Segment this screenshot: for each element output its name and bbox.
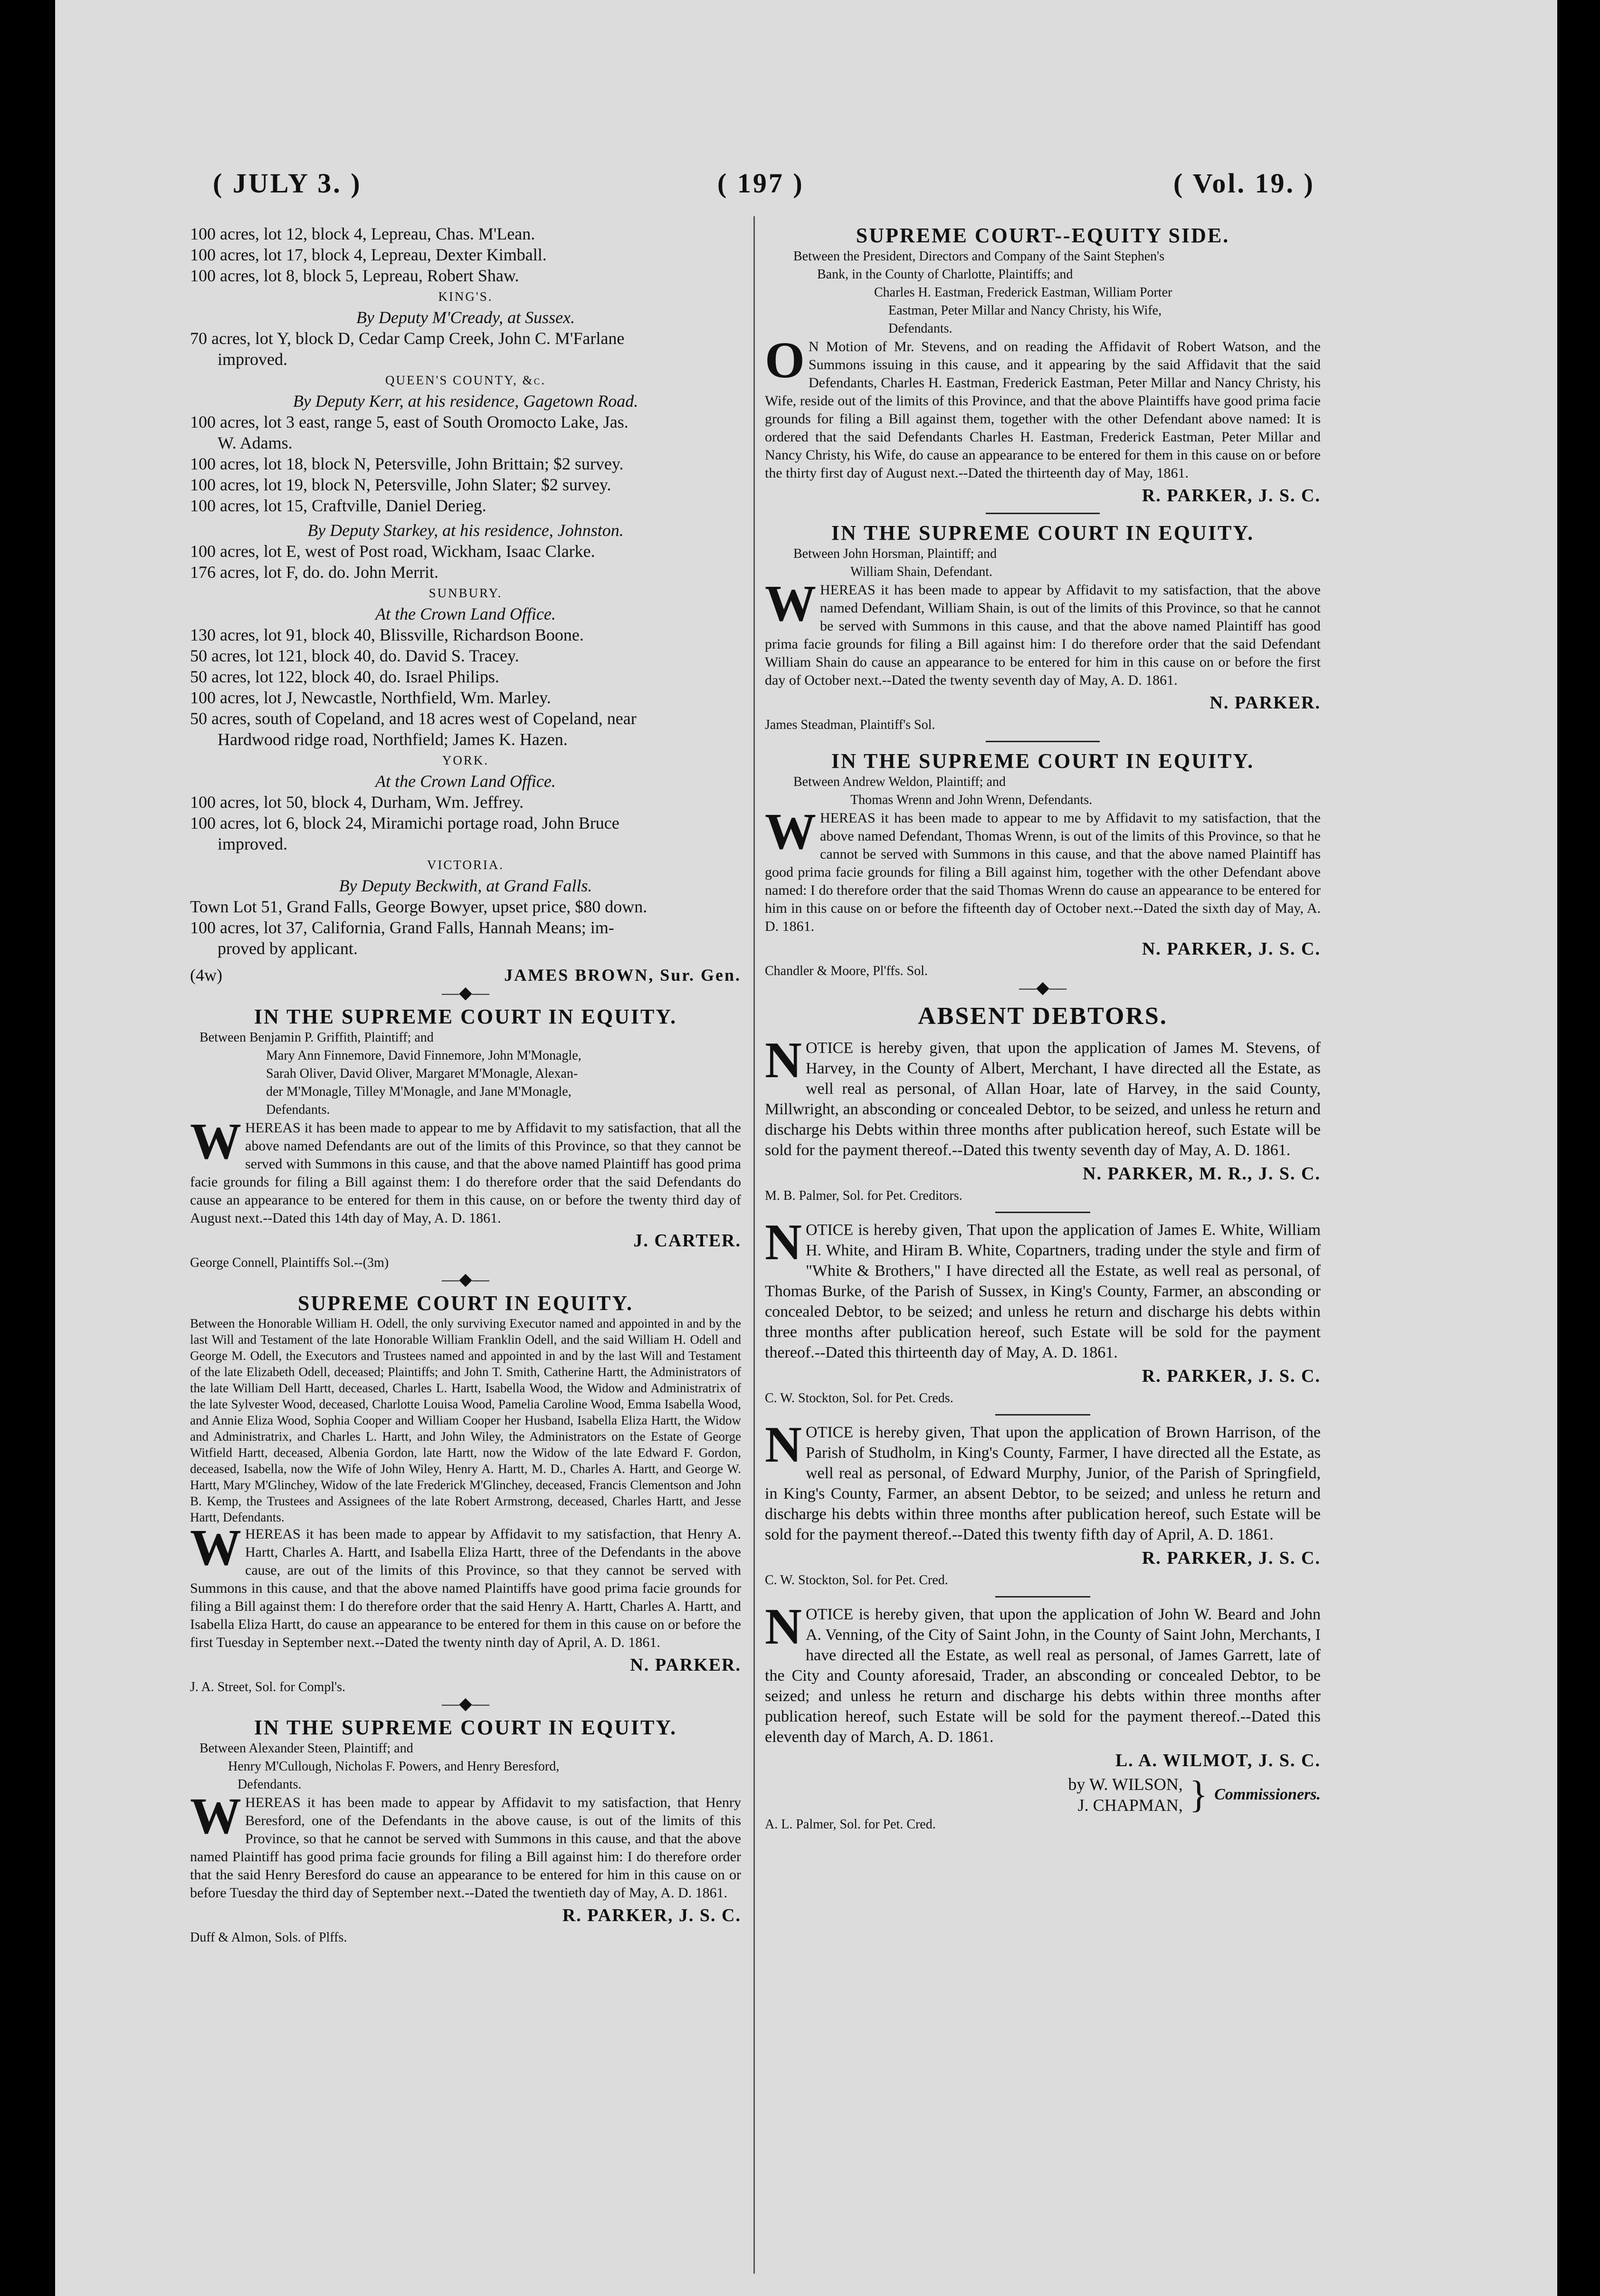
notice-signature: N. PARKER.	[1210, 693, 1321, 713]
county-heading: KING'S.	[438, 289, 493, 304]
notice-signature: N. PARKER.	[630, 1655, 741, 1675]
drop-cap: N	[765, 1214, 802, 1271]
land-entry: 100 acres, lot 3 east, range 5, east of South Oromocto Lake, Jas.	[190, 412, 629, 431]
divider-ornament: —◆—	[1019, 978, 1067, 997]
party-line: Henry M'Cullough, Nicholas F. Powers, and Henry Beresford,	[228, 1759, 560, 1774]
notice-text: HEREAS it has been made to appear to me by Affidavit to my satisfaction, that all the above named Defendants are out of the limits of this Province, so that they cannot be served with Summons in this cause, and that the above named Plaintiff has good prima facie grounds for filing a Bill against them: I do therefore order that the said Defendants do cause an appearance to be entered for them in this cause, on or before the twenty third day of August next.--Dated this 14th day of May, A. D. 1861.	[190, 1120, 741, 1226]
drop-cap: N	[765, 1416, 802, 1473]
notice-signature: R. PARKER, J. S. C.	[1142, 1366, 1321, 1386]
party-line: Eastman, Peter Millar and Nancy Christy, his Wife,	[888, 303, 1162, 318]
notice-weldon	[765, 749, 1321, 980]
notice-body	[765, 1032, 1321, 1160]
solicitor-line: Chandler & Moore, Pl'ffs. Sol.	[765, 964, 928, 978]
party-line: Between Andrew Weldon, Plaintiff; and	[793, 775, 1006, 789]
notice-parties	[765, 545, 1321, 581]
notice-signature: N. PARKER, J. S. C.	[1142, 939, 1321, 959]
notice-steen	[190, 1715, 741, 1947]
commissioners-label: Commissioners.	[1214, 1786, 1321, 1803]
land-entry: 100 acres, lot 8, block 5, Lepreau, Robert Shaw.	[190, 266, 519, 285]
solicitor-line: C. W. Stockton, Sol. for Pet. Creds.	[765, 1391, 953, 1406]
column-divider	[753, 216, 755, 2274]
divider-rule	[995, 1596, 1090, 1598]
land-entry: 50 acres, south of Copeland, and 18 acres west of Copeland, near	[190, 709, 637, 728]
party-line: Between John Horsman, Plaintiff; and	[793, 546, 997, 561]
land-entry: 70 acres, lot Y, block D, Cedar Camp Creek, John C. M'Farlane	[190, 329, 625, 348]
land-entry: 100 acres, lot 6, block 24, Miramichi portage road, John Bruce	[190, 813, 619, 832]
notice-signature: R. PARKER, J. S. C.	[562, 1905, 741, 1925]
land-entry: 100 acres, lot 15, Craftville, Daniel Derieg.	[190, 496, 486, 515]
solicitor-line: Duff & Almon, Sols. of Plffs.	[190, 1930, 347, 1945]
drop-cap: W	[190, 1113, 241, 1170]
solicitor-line: A. L. Palmer, Sol. for Pet. Cred.	[765, 1817, 936, 1832]
notice-body	[190, 1788, 741, 1902]
drop-cap: W	[190, 1520, 241, 1576]
notice-text: OTICE is hereby given, That upon the application of Brown Harrison, of the Parish of Studholm, in King's County, Farmer, I have directed all the Estate, as well real as personal, of Edward Murphy, Junior, of the Parish of Springfield, in King's County, Farmer, an absent Debtor, to be seized; and unless he return and discharge his debts within three months after publication hereof, such Estate will be sold for the payment thereof.--Dated this twenty fifth day of April, A. D. 1861.	[765, 1424, 1321, 1543]
solicitor-line: J. A. Street, Sol. for Compl's.	[190, 1680, 346, 1694]
notice-body	[765, 1214, 1321, 1363]
land-entry: 50 acres, lot 121, block 40, do. David S. Tracey.	[190, 646, 519, 665]
party-line: Between the President, Directors and Company of the Saint Stephen's	[793, 249, 1165, 264]
commissioners-block	[765, 1774, 1321, 1816]
land-entry: W. Adams.	[218, 433, 293, 452]
notice-text: OTICE is hereby given, that upon the application of James M. Stevens, of Harvey, in the County of Albert, Merchant, I have directed all the Estate, as well real as personal, of Allan Hoar, late of Harvey, in the said County, Millwright, an absconding or concealed Debtor, to be seized, and unless he return and discharge his Debts within three months after publication hereof, such Estate will be sold for the payment thereof.--Dated this twenty seventh day of May, A. D. 1861.	[765, 1039, 1321, 1159]
notice-body	[765, 804, 1321, 936]
notice-title: SUPREME COURT--EQUITY SIDE.	[856, 224, 1230, 247]
divider-ornament: —◆—	[442, 983, 489, 1002]
solicitor-line: M. B. Palmer, Sol. for Pet. Creditors.	[765, 1188, 962, 1203]
party-line: Sarah Oliver, David Oliver, Margaret M'Monagle, Alexan-	[266, 1066, 578, 1081]
drop-cap: W	[765, 575, 816, 632]
land-entry: improved.	[218, 834, 287, 853]
drop-cap: W	[765, 804, 816, 860]
divider-rule	[986, 513, 1100, 514]
commissioner-line: by W. WILSON,	[1068, 1775, 1183, 1794]
lands-signature-row	[190, 965, 741, 985]
county-heading: VICTORIA.	[427, 858, 505, 872]
office-line: At the Crown Land Office.	[375, 604, 556, 623]
notice-text: HEREAS it has been made to appear by Affidavit to my satisfaction, that Henry Beresford, one of the Defendants in the above cause, is out of the limits of this Province, so that he cannot be served with Summons in this cause, and that the above named Plaintiff has good prima facie grounds for filing a Bill against him: I do therefore order that the said Henry Beresford do cause an appearance to be entered for him in this cause on or before Tuesday the third day of September next.--Dated the twentieth day of May, A. D. 1861.	[190, 1795, 741, 1901]
notice-parties	[190, 1740, 741, 1794]
notice-title: IN THE SUPREME COURT IN EQUITY.	[831, 521, 1255, 545]
notice-griffith	[190, 1004, 741, 1272]
land-entry: improved.	[218, 350, 287, 369]
divider-rule	[995, 1414, 1090, 1416]
notice-body	[765, 575, 1321, 689]
commissioner-line: J. CHAPMAN,	[1077, 1796, 1183, 1815]
notice-signature: R. PARKER, J. S. C.	[1142, 486, 1321, 506]
right-column	[765, 223, 1321, 1834]
divider-ornament: —◆—	[442, 1270, 489, 1289]
notice-title: SUPREME COURT IN EQUITY.	[297, 1292, 634, 1315]
party-line: Defendants.	[238, 1777, 302, 1792]
land-entry: proved by applicant.	[218, 939, 358, 958]
drop-cap: N	[765, 1032, 802, 1089]
drop-cap: N	[765, 1598, 802, 1655]
notice-title: IN THE SUPREME COURT IN EQUITY.	[254, 1005, 677, 1028]
party-line: Defendants.	[888, 321, 952, 336]
notice-signature: L. A. WILMOT, J. S. C.	[1115, 1751, 1321, 1770]
notice-absent-debtor	[765, 1214, 1321, 1407]
land-entry: 100 acres, lot J, Newcastle, Northfield, Wm. Marley.	[190, 688, 551, 707]
land-entry: 100 acres, lot 12, block 4, Lepreau, Chas. M'Lean.	[190, 224, 535, 243]
land-entry: 100 acres, lot 17, block 4, Lepreau, Dexter Kimball.	[190, 245, 547, 264]
party-line: Between Alexander Steen, Plaintiff; and	[200, 1741, 413, 1756]
party-line: Between Benjamin P. Griffith, Plaintiff; and	[200, 1030, 434, 1045]
notice-body	[765, 1416, 1321, 1545]
notice-horsman	[765, 521, 1321, 734]
land-entry: 100 acres, lot 37, California, Grand Falls, Hannah Means; im-	[190, 918, 614, 937]
lands-signature: JAMES BROWN, Sur. Gen.	[504, 966, 741, 985]
lands-list	[190, 223, 741, 985]
insertion-tag: (4w)	[190, 966, 222, 985]
section-title: ABSENT DEBTORS.	[918, 1003, 1168, 1030]
party-line: Mary Ann Finnemore, David Finnemore, John M'Monagle,	[266, 1048, 581, 1063]
party-line: Bank, in the County of Charlotte, Plaintiffs; and	[817, 267, 1073, 282]
notice-text: N Motion of Mr. Stevens, and on reading the Affidavit of Robert Watson, and the Summons issuing in this cause, and it appearing by the said Affidavit that the said Defendants, Charles H. Eastman, Frederick Eastman, Peter Millar and Nancy Christy, his Wife, reside out of the limits of this Province, and that the above Plaintiffs have good prima facie grounds for filing a Bill against them, together with the other Defendant above named: It is ordered that the said Defendants Charles H. Eastman, Frederick Eastman, Peter Millar and Nancy Christy, his Wife, do cause an appearance to be entered for them in this cause on or before the thirty first day of August next.--Dated the thirteenth day of May, 1861.	[765, 339, 1321, 481]
notice-body	[765, 332, 1321, 482]
party-line: Defendants.	[266, 1102, 330, 1117]
party-line: der M'Monagle, Tilley M'Monagle, and Jane M'Monagle,	[266, 1084, 571, 1099]
land-entry: 176 acres, lot F, do. do. John Merrit.	[190, 563, 439, 582]
party-line: Thomas Wrenn and John Wrenn, Defendants.	[850, 793, 1093, 807]
county-heading: YORK.	[442, 753, 489, 767]
land-entry: Town Lot 51, Grand Falls, George Bowyer, upset price, $80 down.	[190, 897, 648, 916]
solicitor-line: George Connell, Plaintiffs Sol.--(3m)	[190, 1255, 389, 1270]
notice-parties	[765, 773, 1321, 809]
deputy-line: By Deputy Kerr, at his residence, Gagetown Road.	[293, 392, 638, 411]
county-heading: SUNBURY.	[429, 586, 503, 600]
land-entry: 100 acres, lot 50, block 4, Durham, Wm. Jeffrey.	[190, 793, 524, 812]
notice-text: HEREAS it has been made to appear by Affidavit to my satisfaction, that the above named Defendant, William Shain, is out of the limits of this Province, so that he cannot be served with Summons in this cause, and that the above named Plaintiff has good prima facie grounds for filing a Bill against him: I do therefore order that the said Defendant William Shain do cause an appearance to be entered for him in this cause on or before the first day of October next.--Dated the twenty seventh day of May, A. D. 1861.	[765, 582, 1321, 688]
solicitor-line: C. W. Stockton, Sol. for Pet. Cred.	[765, 1573, 948, 1588]
deputy-line: By Deputy M'Cready, at Sussex.	[356, 308, 575, 327]
notice-text: HEREAS it has been made to appear to me by Affidavit to my satisfaction, that the above named Defendant, Thomas Wrenn, is out of the limits of this Province, so that he cannot be served with Summons in this cause, and that the above named Plaintiff has good prima facie grounds for filing a Bill against him, together with the other Defendant above named: I do therefore order that the said Thomas Wrenn do cause an appearance to be entered for him in this cause on or before the fifteenth day of October next.--Dated the sixth day of May, A. D. 1861.	[765, 810, 1321, 934]
notice-parties	[190, 1029, 741, 1119]
office-line: At the Crown Land Office.	[375, 772, 556, 791]
solicitor-line: James Steadman, Plaintiff's Sol.	[765, 718, 935, 732]
land-entry: 100 acres, lot E, west of Post road, Wickham, Isaac Clarke.	[190, 542, 595, 561]
notice-parties: Between the Honorable William H. Odell, the only surviving Executor named and appointed in and by the last Will and Testament of the late Honorable William Franklin Odell, and the said William H. Odell and George M. Odell, the Executors and Trustees named and appointed in and by the last Will and Testament of the late Elizabeth Odell, deceased; Plaintiffs; and John T. Smith, Catherine Hartt, the Administrators of the late William Dell Hartt, deceased, Charles L. Hartt, Isabella Wood, the Widow and Administratrix of the late Sylvester Wood, deceased, Charlotte Louisa Wood, Pamelia Caroline Wood, Emma Isabella Wood, and Annie Eliza Wood, Sophia Cooper and William Cooper her Husband, Isabella Eliza Hartt, the Widow and Administratrix, and Charles L. Hartt, and John Wiley, the Administrators on the Estate of George Witfield Hartt, deceased, Albenia Gordon, late Hartt, now the Widow of the late Edward F. Gordon, deceased, Isabella, now the Wife of John Wiley, Henry A. Hartt, M. D., Charles A. Hartt, and George W. Hartt, Mary M'Glinchey, Widow of the late Frederick M'Glinchey, deceased, Francis Clementson and John B. Kemp, the Trustees and Assignees of the late Robert Armstrong, deceased, Charles Hartt, and Jesse Hartt, Defendants.	[190, 1316, 741, 1524]
notice-text: OTICE is hereby given, That upon the application of James E. White, William H. White, and Hiram B. White, Copartners, trading under the style and firm of "White & Brothers," I have directed all the Estate, as well real as personal, of Thomas Burke, of the Parish of Sussex, in King's County, Farmer, an absconding or concealed Debtor, to be seized; and unless he return and discharge his debts within three months after publication hereof, such Estate will be sold for the payment thereof.--Dated this thirteenth day of May, A. D. 1861.	[765, 1221, 1321, 1361]
notice-body	[190, 1520, 741, 1652]
land-entry: 100 acres, lot 18, block N, Petersville, John Brittain; $2 survey.	[190, 454, 624, 473]
land-entry: 100 acres, lot 19, block N, Petersville, John Slater; $2 survey.	[190, 475, 611, 494]
commissioner-names	[1068, 1774, 1182, 1816]
notice-title: IN THE SUPREME COURT IN EQUITY.	[831, 749, 1255, 773]
notice-body	[190, 1113, 741, 1227]
left-column	[190, 223, 741, 1947]
notice-parties	[765, 248, 1321, 338]
party-line: William Shain, Defendant.	[850, 564, 993, 579]
notice-absent-debtor	[765, 1416, 1321, 1589]
land-entry: 50 acres, lot 122, block 40, do. Israel Philips.	[190, 667, 499, 686]
land-entry: 130 acres, lot 91, block 40, Blissville, Richardson Boone.	[190, 625, 584, 644]
notice-odell	[190, 1291, 741, 1696]
divider-rule	[995, 1212, 1090, 1213]
notice-text: OTICE is hereby given, that upon the application of John W. Beard and John A. Venning, of the City of Saint John, in the County of Saint John, Merchants, I have directed all the Estate, as well real as personal, of James Garrett, late of the City and County aforesaid, Trader, an absconding or concealed Debtor, to be seized; and unless he return and discharge his debts within three months after publication hereof, such Estate will be sold for the payment thereof.--Dated this eleventh day of March, A. D. 1861.	[765, 1606, 1321, 1746]
county-heading: QUEEN'S COUNTY, &c.	[385, 373, 546, 387]
header-volume: ( Vol. 19. )	[1173, 168, 1315, 199]
header-page-number: ( 197 )	[717, 168, 804, 199]
notice-signature: N. PARKER, M. R., J. S. C.	[1083, 1164, 1321, 1184]
land-entry: Hardwood ridge road, Northfield; James K. Hazen.	[218, 730, 568, 749]
party-line: Charles H. Eastman, Frederick Eastman, William Porter	[874, 285, 1172, 300]
drop-cap: O	[765, 332, 805, 389]
divider-ornament: —◆—	[442, 1694, 489, 1713]
brace-glyph: }	[1189, 1774, 1208, 1816]
deputy-line: By Deputy Beckwith, at Grand Falls.	[339, 876, 592, 895]
notice-signature: R. PARKER, J. S. C.	[1142, 1548, 1321, 1568]
divider-rule	[986, 741, 1100, 742]
deputy-line: By Deputy Starkey, at his residence, Johnston.	[307, 521, 624, 540]
notice-text: HEREAS it has been made to appear by Affidavit to my satisfaction, that Henry A. Hartt, Charles A. Hartt, and Isabella Eliza Hartt, three of the Defendants in the above cause, are out of the limits of this Province, so that they cannot be served with Summons in this cause, and that the above named Plaintiffs have good prima facie grounds for filing a Bill against them: I do therefore order that the said Henry A. Hartt, Charles A. Hartt, and Isabella Eliza Hartt, do cause an appearance to be entered for them in this cause on or before the first Tuesday in September next.--Dated the twenty ninth day of April, A. D. 1861.	[190, 1526, 741, 1650]
notice-absent-debtor	[765, 1032, 1321, 1205]
drop-cap: W	[190, 1788, 241, 1845]
notice-saint-stephens	[765, 223, 1321, 506]
notice-signature: J. CARTER.	[633, 1231, 741, 1251]
notice-absent-debtor	[765, 1598, 1321, 1834]
notice-body	[765, 1598, 1321, 1747]
header-date: ( JULY 3. )	[213, 168, 362, 199]
notice-title: IN THE SUPREME COURT IN EQUITY.	[254, 1716, 677, 1739]
